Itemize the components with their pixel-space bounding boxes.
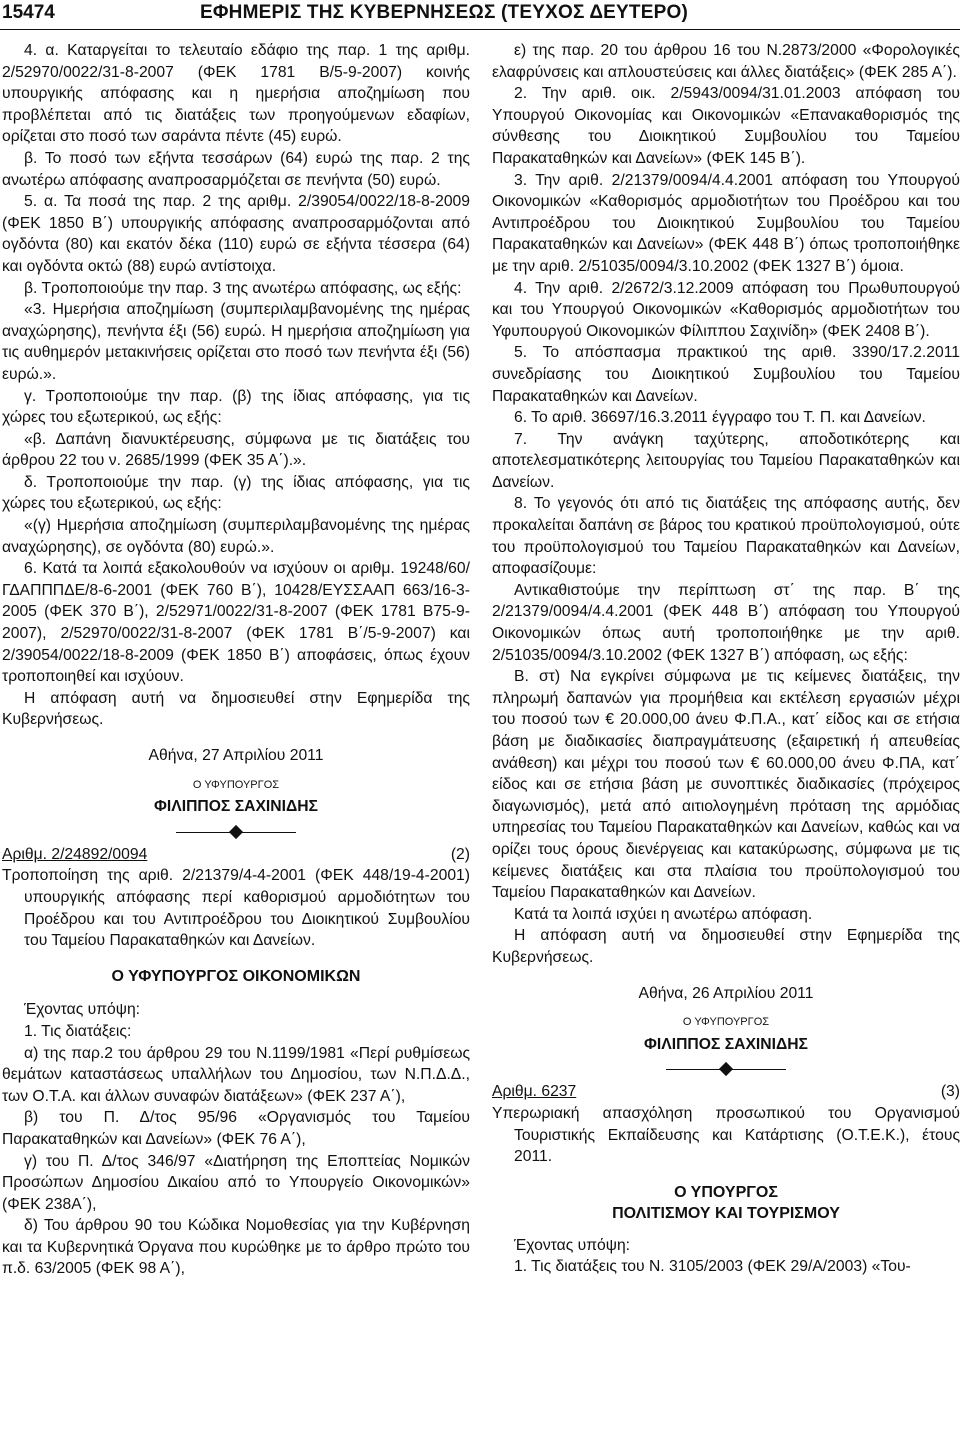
paragraph: 6. Κατά τα λοιπά εξακολουθούν να ισχύουν οι αριθμ. 19248/60/ΓΔΑΠΠΠΔΕ/8-6-2001 (ΦΕΚ 760 Β΄), 10428/ΕΥΣΣΑΑΠ 663/16-3-2005 (ΦΕΚ 370 Β΄), 2/52971/0022/31-8-2007 (ΦΕΚ 1781 Β75-9-2007), 2/52970/0022/31-8-2007 (ΦΕΚ 1781 Β΄/5-9-2007) και 2/39054/0022/18-8-2009 (ΦΕΚ 1850 Β΄) αποφάσεις, όπως έχουν τροποποιηθεί και ισχύουν. [2, 560, 470, 686]
decision-number-row [2, 844, 470, 866]
signature-date: Αθήνα, 27 Απριλίου 2011 [148, 747, 324, 764]
paragraph: 8. Το γεγονός ότι από τις διατάξεις της απόφασης αυτής, δεν προκαλείται δαπάνη σε βάρος του κρατικού προϋπολογισμού, ούτε του προϋπολογισμού του Ταμείου Παρακαταθηκών και Δανείων, αποφασίζουμε: [492, 495, 960, 578]
paragraph: 7. Την ανάγκη ταχύτερης, αποδοτικότερης και αποτελεσματικότερης λειτουργίας του Ταμείου Παρακαταθηκών και Δανείων. [492, 430, 960, 491]
signature-role: Ο ΥΦΥΠΟΥΡΓΟΣ [192, 778, 280, 791]
having-regard: Έχοντας υπόψη: [514, 1236, 631, 1254]
right-column [492, 40, 960, 1278]
paragraph: α) της παρ.2 του άρθρου 29 του Ν.1199/1981 «Περί ρυθμίσεως θεμάτων καταστάσεως υπαλλήλων του Δημοσίου, των Ν.Π.Δ.Δ., των Ο.Τ.Α. και άλλων συναφών διατάξεων» (ΦΕΚ 237 Α΄), [2, 1044, 470, 1105]
decision-title: Τροποποίηση της αριθ. 2/21379/4-4-2001 (ΦΕΚ 448/19-4-2001) υπουργικής απόφασης περί καθορισμού αρμοδιότητων του Προέδρου και του Αντιπροέδρου του Διοικητικού Συμβουλίου του Ταμείου Παρακαταθηκών και Δανείων. [2, 867, 470, 950]
paragraph: γ. Τροποποιούμε την παρ. (β) της ίδιας απόφασης, για τις χώρες του εξωτερικού, ως εξής: [2, 387, 470, 427]
paragraph: 5. α. Τα ποσά της παρ. 2 της αριθμ. 2/39054/0022/18-8-2009 (ΦΕΚ 1850 Β΄) υπουργικής απόφασης αναπροσαρμόζονται από ογδόντα (80) και εκατόν δέκα (110) ευρώ σε εξήντα τέσσερα (64) και ογδόντα οκτώ (88) ευρώ αντίστοιχα. [2, 193, 470, 275]
page-number: 15474 [2, 2, 55, 23]
paragraph: Β. στ) Να εγκρίνει σύμφωνα με τις κείμενες διατάξεις, την πληρωμή δαπανών για προμήθεια και εκτέλεση εργασιών μέχρι του ποσού των € 20.000,00 άνευ Φ.Π.Α., κατ΄ είδος και σε ετήσια βάση με διαδικασίες διαπραγμάτευσης (εξαιρετική ή απευθείας ανάθεση) και μέχρι του ποσού των € 60.000,00 άνευ Φ.ΠΑ, κατ΄ είδος και σε ετήσια βάση με συνοπτικές διαδικασίες (πρόχειρος διαγωνισμός), μετά από αιτιολογημένη πρόταση της αρμόδιας υπηρεσίας του Ταμείου Παρακαταθηκών και Δανείων, καθώς και να ορίζει τους όρους διενέργειας και κατακύρωσης, σύμφωνα με τις κείμενες διατάξεις και στα πλαίσια του προϋπολογισμού του Ταμείου Παρακαταθηκών και Δανείων. [492, 668, 960, 902]
paragraph: Η απόφαση αυτή να δημοσιευθεί στην Εφημερίδα της Κυβερνήσεως. [492, 927, 960, 966]
decision-index: (3) [940, 1083, 960, 1101]
paragraph: Αντικαθιστούμε την περίπτωση στ΄ της παρ. Β΄ της 2/21379/0094/4.4.2001 (ΦΕΚ 448 Β΄) απόφαση του Υπουργού Οικονομικών όπως αυτή τροποποιήθηκε με την αριθ. 2/51035/0094/3.10.2002 (ΦΕΚ 1327 Β΄) απόφαση, ως εξής: [492, 581, 960, 664]
paragraph: 1. Τις διατάξεις: [24, 1022, 132, 1040]
paragraph: Κατά τα λοιπά ισχύει η ανωτέρω απόφαση. [514, 905, 813, 923]
paragraph: Η απόφαση αυτή να δημοσιευθεί στην Εφημερίδα της Κυβερνήσεως. [2, 689, 470, 729]
page-header [0, 0, 960, 32]
authority-heading-line2: ΠΟΛΙΤΙΣΜΟΥ ΚΑΙ ΤΟΥΡΙΣΜΟΥ [612, 1205, 840, 1223]
paragraph: β) του Π. Δ/τος 95/96 «Οργανισμός του Ταμείου Παρακαταθηκών και Δανείων» (ΦΕΚ 76 Α΄), [2, 1109, 470, 1148]
paragraph: 6. Το αριθ. 36697/16.3.2011 έγγραφο του Τ. Π. και Δανείων. [514, 409, 926, 427]
paragraph: ε) της παρ. 20 του άρθρου 16 του Ν.2873/2000 «Φορολογικές ελαφρύνσεις και απλουστεύσεις και άλλες διατάξεις» (ΦΕΚ 285 Α΄). [492, 42, 960, 81]
paragraph: «(γ) Ημερήσια αποζημίωση (συμπεριλαμβανομένης της ημέρας αναχώρησης), σε ογδόντα (80) ευρώ.». [2, 517, 470, 556]
paragraph: 4. Την αριθ. 2/2672/3.12.2009 απόφαση του Πρωθυπουργού και του Υπουργού Οικονομικών «Καθορισμός αρμοδιοτήτων του Υφυπουργού Οικονομικών Φίλιππου Σαχινίδη» (ΦΕΚ 2408 Β΄). [492, 279, 960, 340]
authority-heading: Ο ΥΦΥΠΟΥΡΓΟΣ ΟΙΚΟΝΟΜΙΚΩΝ [111, 967, 361, 985]
paragraph: γ) του Π. Δ/τος 346/97 «Διατήρηση της Εποπτείας Νομικών Προσώπων Δημοσίου Δικαίου από το Υπουργείο Οικονομικών» (ΦΕΚ 238Α΄), [2, 1152, 470, 1213]
paragraph: 5. Το απόσπασμα πρακτικού της αριθ. 3390/17.2.2011 συνεδρίασης του Διοικητικού Συμβουλίου του Ταμείου Παρακαταθηκών και Δανείων. [492, 344, 960, 405]
decision-number: Αριθμ. 6237 [492, 1083, 577, 1101]
having-regard: Έχοντας υπόψη: [24, 1001, 141, 1019]
paragraph: 3. Την αριθ. 2/21379/0094/4.4.2001 απόφαση του Υπουργού Οικονομικών «Καθορισμός αρμοδιοτήτων του Προέδρου και του Αντιπροέδρου του Διοικητικού Συμβουλίου του Ταμείου Παρακαταθηκών και Δανείων» (ΦΕΚ 448 Β΄) όπως τροποποιήθηκε με την αριθ. 2/51035/0094/3.10.2002 (ΦΕΚ 1327 Β΄) όμοια. [492, 171, 960, 275]
decision-index: (2) [450, 845, 470, 863]
authority-heading-line1: Ο ΥΠΟΥΡΓΟΣ [674, 1183, 778, 1201]
section-separator [492, 1061, 960, 1077]
paragraph: 1. Τις διατάξεις του Ν. 3105/2003 (ΦΕΚ 29/Α/2003) «Του- [514, 1258, 911, 1276]
signature-date: Αθήνα, 26 Απριλίου 2011 [638, 984, 814, 1002]
signature-name: ΦΙΛΙΠΠΟΣ ΣΑΧΙΝΙΔΗΣ [154, 798, 318, 816]
decision-number-row [492, 1081, 960, 1103]
paragraph: «3. Ημερήσια αποζημίωση (συμπεριλαμβανομένης της ημέρας αναχώρησης), πενήντα έξι (56) ευρώ. Η ημερήσια αποζημίωση για τις αυθημερόν μετακινήσεις ορίζεται στο ποσό των πενήντα έξι (56) ευρώ.». [2, 301, 470, 383]
signature-role: Ο ΥΦΥΠΟΥΡΓΟΣ [682, 1016, 770, 1029]
paragraph: δ. Τροποποιούμε την παρ. (γ) της ίδιας απόφασης, για τις χώρες του εξωτερικού, ως εξής: [2, 473, 470, 513]
paragraph: δ) Του άρθρου 90 του Κώδικα Νομοθεσίας για την Κυβέρνηση και τα Κυβερνητικά Όργανα που κυρώθηκε με το άρθρο πρώτο του π.δ. 63/2005 (ΦΕΚ 98 Α΄), [2, 1217, 470, 1278]
gazette-title: ΕΦΗΜΕΡΙΣ ΤΗΣ ΚΥΒΕΡΝΗΣΕΩΣ (ΤΕΥΧΟΣ ΔΕΥΤΕΡΟ) [200, 2, 688, 23]
decision-number: Αριθμ. 2/24892/0094 [2, 845, 148, 863]
diamond-icon [719, 1062, 733, 1076]
paragraph: 2. Την αριθ. οικ. 2/5943/0094/31.01.2003 απόφαση του Υπουργού Οικονομίας και Οικονομικών «Επανακαθορισμός της σύνθεσης του Διοικητικού Συμβουλίου του Ταμείου Παρακαταθηκών και Δανείων» (ΦΕΚ 145 Β΄). [492, 85, 960, 167]
paragraph: 4. α. Καταργείται το τελευταίο εδάφιο της παρ. 1 της αριθμ. 2/52970/0022/31-8-2007 (ΦΕΚ 1781 Β/5-9-2007) κοινής υπουργικής απόφασης και η ημερήσια αποζημίωση που προβλέπεται από τις διατάξεις των προηγούμενων εδαφίων, ορίζεται στο ποσό των σαράντα πέντε (45) ευρώ. [2, 42, 470, 146]
decision-title: Υπερωριακή απασχόληση προσωπικού του Οργανισμού Τουριστικής Εκπαίδευσης και Κατάρτισης (Ο.Τ.Ε.Κ.), έτους 2011. [492, 1104, 960, 1166]
signature-name: ΦΙΛΙΠΠΟΣ ΣΑΧΙΝΙΔΗΣ [644, 1035, 808, 1053]
paragraph: β. Τροποποιούμε την παρ. 3 της ανωτέρω απόφασης, ως εξής: [24, 279, 462, 297]
section-separator [2, 824, 470, 840]
paragraph: β. Το ποσό των εξήντα τεσσάρων (64) ευρώ της παρ. 2 της ανωτέρω απόφασης αναπροσαρμόζεται σε πενήντα (50) ευρώ. [2, 149, 470, 189]
left-column [2, 40, 470, 1280]
diamond-icon [229, 825, 243, 839]
paragraph: «β. Δαπάνη διανυκτέρευσης, σύμφωνα με τις διατάξεις του άρθρου 22 του ν. 2685/1999 (ΦΕΚ 35 Α΄).». [2, 430, 470, 470]
header-rule [0, 29, 960, 30]
